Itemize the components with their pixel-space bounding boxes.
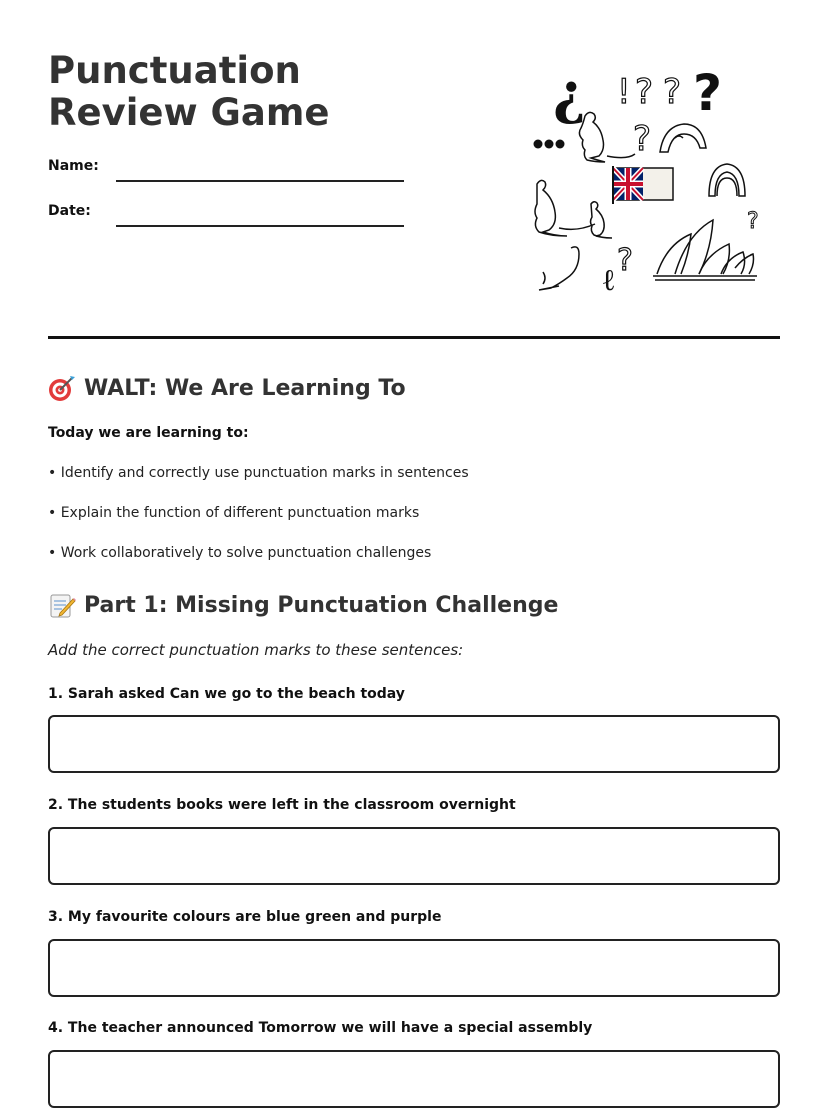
memo-icon [48,591,76,619]
question-4-label: 4. The teacher announced Tomorrow we will have a special assembly [48,1020,593,1036]
answer-field-2[interactable] [48,827,780,885]
walt-bullet-2: • Explain the function of different punctuation marks [48,505,420,521]
name-line[interactable] [116,180,404,182]
kangaroo-middle [591,202,613,238]
kangaroo-top [579,112,635,162]
glyph-exclamation: ! [617,72,631,112]
name-field-row [48,158,408,182]
walt-bullet-3: • Work collaboratively to solve punctuation challenges [48,545,432,561]
name-label: Name: [48,158,99,174]
walt-heading-text: WALT: We Are Learning To [84,375,406,401]
page-title: Punctuation Review Game [48,49,330,134]
answer-field-3[interactable] [48,939,780,997]
doodle-arch-1 [660,124,706,152]
ellipsis-dot-1 [534,140,543,149]
date-label: Date: [48,203,91,219]
answer-field-4[interactable] [48,1050,780,1108]
part1-instruction: Add the correct punctuation marks to these sentences: [48,641,464,659]
target-icon [48,374,76,402]
walt-heading [48,374,406,402]
kangaroo-bottom [539,247,579,290]
glyph-question-small: ? [747,209,759,234]
walt-intro: Today we are learning to: [48,425,249,441]
opera-house-illustration [653,220,757,280]
part1-heading [48,591,558,619]
kangaroo-left [535,180,595,236]
glyph-question-1: ? [635,72,654,112]
flag-illustration [613,166,673,204]
doodle-arch-2 [709,164,745,196]
glyph-inverted-question: ¿ [553,61,586,127]
question-2-label: 2. The students books were left in the classroom overnight [48,797,516,813]
date-line[interactable] [116,225,404,227]
walt-bullet-1: • Identify and correctly use punctuation marks in sentences [48,465,469,481]
section-divider [48,336,780,339]
punctuation-illustration [525,58,765,298]
glyph-question-4: ? [617,243,633,278]
question-3-label: 3. My favourite colours are blue green and purple [48,909,442,925]
ellipsis-dot-3 [556,140,565,149]
part1-heading-text: Part 1: Missing Punctuation Challenge [84,592,559,618]
question-1-label: 1. Sarah asked Can we go to the beach today [48,686,405,702]
glyph-question-3: ? [633,119,652,159]
glyph-curl: ℓ [603,263,615,298]
answer-field-1[interactable] [48,715,780,773]
ellipsis-dot-2 [545,140,554,149]
date-field-row [48,203,408,227]
glyph-question-2: ? [663,72,682,112]
glyph-question-bold: ? [693,64,723,122]
